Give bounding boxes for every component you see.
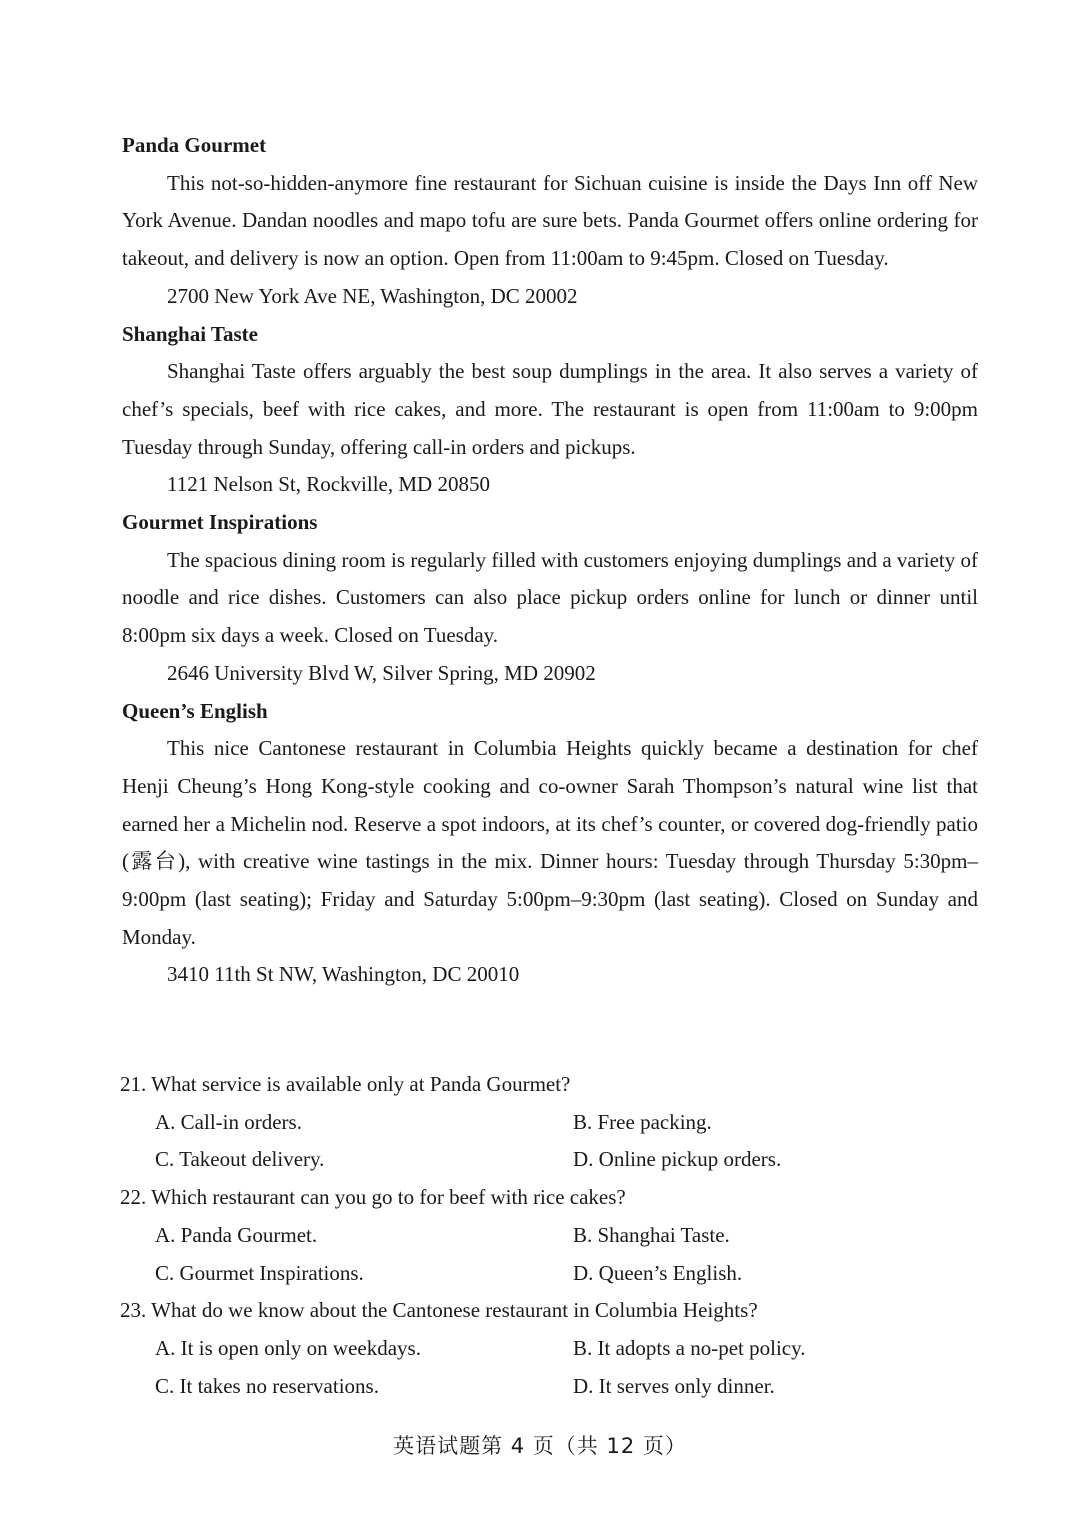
option-d: D. It serves only dinner. (573, 1373, 775, 1398)
question (120, 1179, 980, 1292)
option-a: A. It is open only on weekdays. (155, 1335, 421, 1360)
restaurant-address: 2700 New York Ave NE, Washington, DC 20002 (167, 283, 578, 308)
restaurant-description: Shanghai Taste offers arguably the best soup dumplings in the area. It also serves a variety of chef’s specials, beef with rice cakes, and more. The restaurant is open from 11:00am to 9:00pm Tuesday through Sunday, offering call-in orders and pickups. (122, 359, 978, 459)
restaurant-address: 1121 Nelson St, Rockville, MD 20850 (167, 472, 490, 497)
restaurant-name: Panda Gourmet (122, 133, 267, 157)
restaurant-entry (122, 316, 978, 505)
option-a: A. Call-in orders. (155, 1109, 302, 1134)
option-b: B. Free packing. (573, 1109, 712, 1134)
option-grid (120, 1217, 980, 1292)
restaurant-address: 3410 11th St NW, Washington, DC 20010 (167, 962, 520, 987)
restaurant-entry (122, 693, 978, 995)
restaurant-name: Queen’s English (122, 698, 268, 723)
question-stem: 23. What do we know about the Cantonese restaurant in Columbia Heights? (120, 1298, 758, 1323)
restaurant-description: This nice Cantonese restaurant in Columbia Heights quickly became a destination for chef Henji Cheung’s Hong Kong-style cooking and co-owner Sarah Thompson’s natural wine list that earned her a Michelin nod. Reserve a spot indoors, at its chef’s counter, or covered dog-friendly patio (露台), with creative wine tastings in the mix. Dinner hours: Tuesday through Thursday 5:30pm–9:00pm (last seating); Friday and Saturday 5:00pm–9:30pm (last seating). Closed on Sunday and Monday. (122, 736, 978, 949)
option-a: A. Panda Gourmet. (155, 1222, 318, 1247)
option-c: C. It takes no reservations. (155, 1373, 379, 1398)
option-d: D. Queen’s English. (573, 1260, 743, 1285)
option-b: B. Shanghai Taste. (573, 1222, 730, 1247)
restaurant-description: The spacious dining room is regularly filled with customers enjoying dumplings and a variety of noodle and rice dishes. Customers can also place pickup orders online for lunch or dinner until 8:00pm six days a week. Closed on Tuesday. (122, 547, 978, 648)
restaurant-entry (122, 504, 978, 693)
option-d: D. Online pickup orders. (573, 1147, 782, 1172)
question-stem: 21. What service is available only at Panda Gourmet? (120, 1072, 571, 1096)
restaurant-name: Shanghai Taste (122, 321, 258, 346)
restaurant-listings (122, 127, 978, 994)
question (120, 1292, 980, 1405)
restaurant-description: This not-so-hidden-anymore fine restaurant for Sichuan cuisine is inside the Days Inn off New York Avenue. Dandan noodles and mapo tofu are sure bets. Panda Gourmet offers online ordering for takeout, and delivery is now an option. Open from 11:00am to 9:45pm. Closed on Tuesday. (122, 170, 978, 271)
option-b: B. It adopts a no-pet policy. (573, 1335, 806, 1360)
option-grid (120, 1104, 980, 1179)
option-c: C. Gourmet Inspirations. (155, 1260, 364, 1285)
restaurant-name: Gourmet Inspirations (122, 510, 318, 535)
question-stem: 22. Which restaurant can you go to for beef with rice cakes? (120, 1185, 626, 1210)
restaurant-entry (122, 127, 978, 316)
question (120, 1066, 980, 1179)
option-grid (120, 1330, 980, 1405)
page-footer: 英语试题第 4 页（共 12 页） (393, 1434, 687, 1458)
question-section (120, 1066, 980, 1405)
option-c: C. Takeout delivery. (155, 1147, 325, 1172)
restaurant-address: 2646 University Blvd W, Silver Spring, MD 20902 (167, 660, 596, 685)
